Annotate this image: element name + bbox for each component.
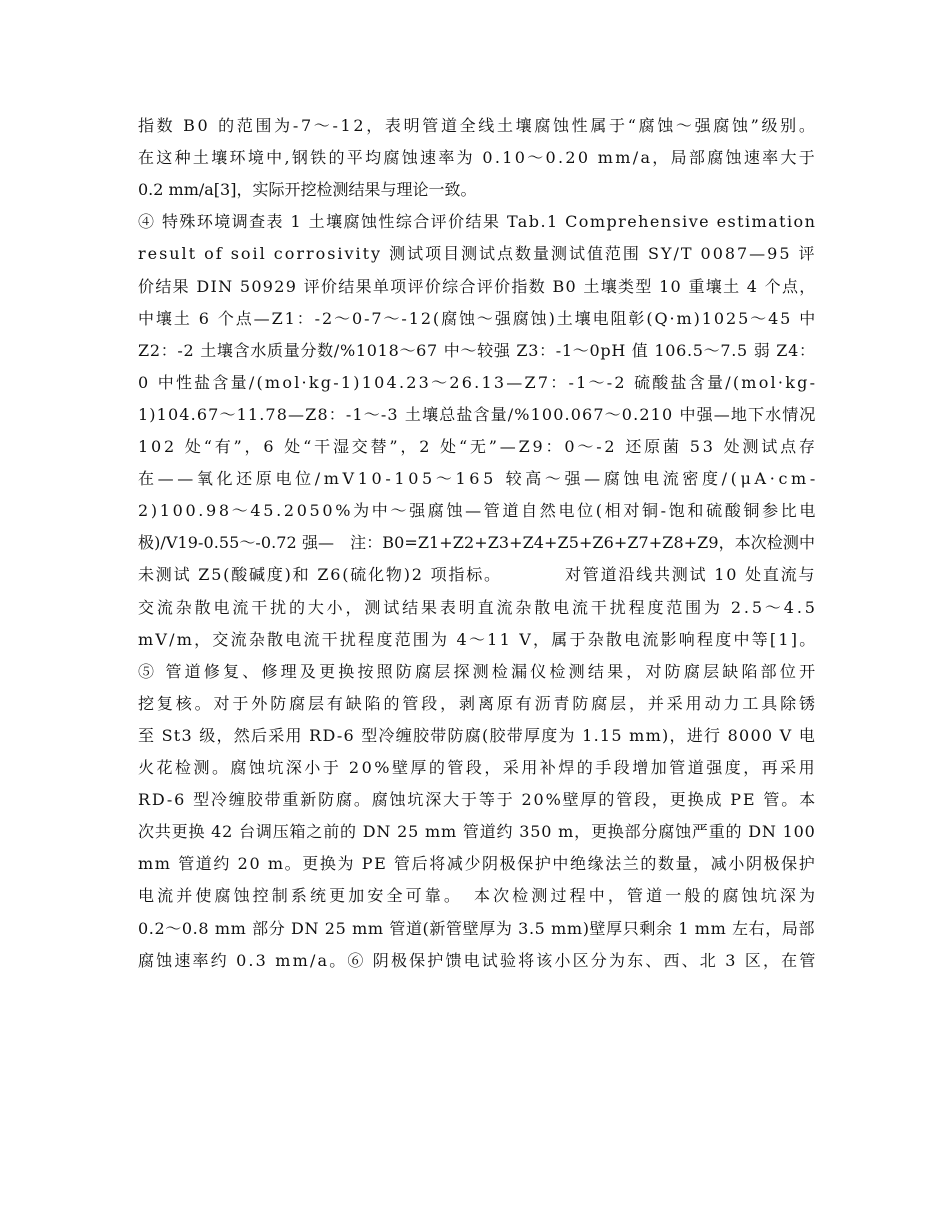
text-line: RD-6 型冷缠胶带重新防腐。腐蚀坑深大于等于 20%壁厚的管段，更换成 PE 管。本 <box>138 790 817 810</box>
text-line: 在这种土壤环境中,钢铁的平均腐蚀速率为 0.10～0.20 mm/a，局部腐蚀速率大于 <box>138 148 818 168</box>
text-line: 0.2～0.8 mm 部分 DN 25 mm 管道(新管壁厚为 3.5 mm)壁厚只剩余 1 mm 左右，局部 <box>138 918 816 938</box>
text-line: ④ 特殊环境调查表 1 土壤腐蚀性综合评价结果 Tab.1 Comprehensive estimation <box>138 212 817 232</box>
text-line: 0.2 mm/a[3]，实际开挖检测结果与理论一致。 <box>138 180 477 200</box>
text-line: Z2：-2 土壤含水质量分数/%1018～67 中～较强 Z3：-1～0pH 值 106.5～7.5 弱 Z4： <box>138 340 816 360</box>
text-line: 至 St3 级，然后采用 RD-6 型冷缠胶带防腐(胶带厚度为 1.15 mm)，进行 8000 V 电 <box>138 725 817 745</box>
text-line: mV/m，交流杂散电流干扰程度范围为 4～11 V，属于杂散电流影响程度中等[1]。 <box>138 629 818 649</box>
text-line: 指数 B0 的范围为-7～-12，表明管道全线土壤腐蚀性属于“腐蚀～强腐蚀”级别。 <box>138 116 818 135</box>
text-line: 在——氧化还原电位/mV10-105～165 较高～强—腐蚀电流密度/(μA·cm- <box>138 469 819 489</box>
text-line: result of soil corrosivity 测试项目测试点数量测试值范围 SY/T 0087—95 评 <box>138 244 817 264</box>
text-line: 中壤土 6 个点—Z1：-2～0-7～-12(腐蚀～强腐蚀)土壤电阻彰(Q·m)1025～45 中 <box>138 308 818 328</box>
text-line: 102 处“有”，6 处“干湿交替”，2 处“无”—Z9：0～-2 还原菌 53 处测试点存 <box>138 437 818 456</box>
text-line: 交流杂散电流干扰的大小，测试结果表明直流杂散电流干扰程度范围为 2.5～4.5 <box>138 597 818 617</box>
text-line: 未测试 Z5(酸碱度)和 Z6(硫化物)2 项指标。 对管道沿线共测试 10 处直流与 <box>138 565 817 585</box>
text-line: 电流并使腐蚀控制系统更加安全可靠。 本次检测过程中，管道一般的腐蚀坑深为 <box>138 886 819 906</box>
text-line: 挖复核。对于外防腐层有缺陷的管段，剥离原有沥青防腐层，并采用动力工具除锈 <box>138 693 818 713</box>
text-line: 1)104.67～11.78—Z8：-1～-3 土壤总盐含量/%100.067～0.210 中强—地下水情况 <box>138 404 817 424</box>
text-line: 腐蚀速率约 0.3 mm/a。⑥ 阴极保护馈电试验将该小区分为东、西、北 3 区，在管 <box>138 950 818 970</box>
text-line: 价结果 DIN 50929 评价结果单项评价综合评价指数 B0 土壤类型 10 重壤土 4 个点， <box>138 276 817 296</box>
text-line: ⑤ 管道修复、修理及更换按照防腐层探测检漏仪检测结果，对防腐层缺陷部位开 <box>138 661 819 681</box>
text-line: 0 中性盐含量/(mol·kg-1)104.23～26.13—Z7：-1～-2 硫酸盐含量/(mol·kg- <box>138 372 818 392</box>
document-body <box>138 116 819 1118</box>
text-line: 次共更换 42 台调压箱之前的 DN 25 mm 管道约 350 m，更换部分腐蚀严重的 DN 100 <box>138 822 816 842</box>
text-line: mm 管道约 20 m。更换为 PE 管后将减少阴极保护中绝缘法兰的数量，减小阴极保护 <box>138 854 817 874</box>
text-line: 火花检测。腐蚀坑深小于 20%壁厚的管段，采用补焊的手段增加管道强度，再采用 <box>138 758 818 777</box>
text-line: 2)100.98～45.2050%为中～强腐蚀—管道自然电位(相对铜-饱和硫酸铜参比电 <box>138 501 819 521</box>
text-line: 极)/V19-0.55～-0.72 强— 注：B0=Z1+Z2+Z3+Z4+Z5+Z6+Z7+Z8+Z9，本次检测中 <box>138 533 816 553</box>
